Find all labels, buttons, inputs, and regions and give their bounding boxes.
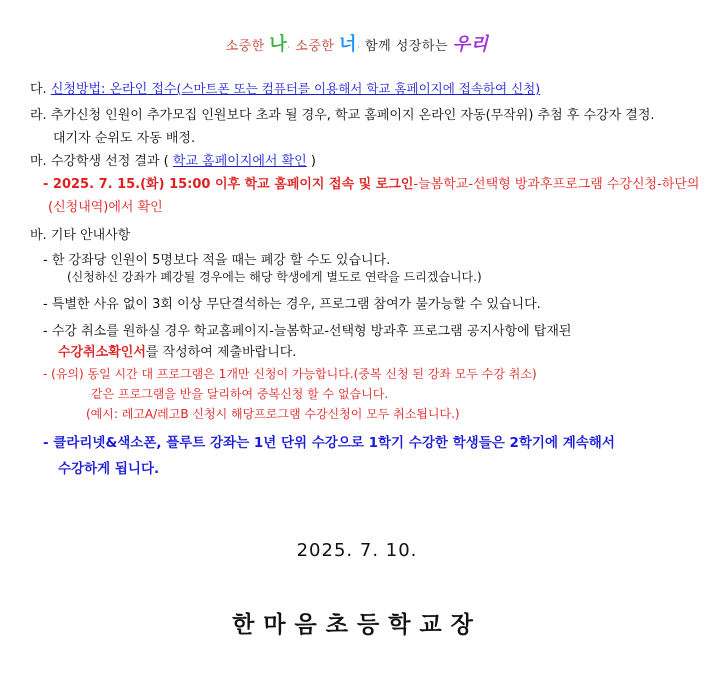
application-method-note: (스마트폰 또는 컴퓨터를 이용해서 학교 홈페이지에 접속하여 신청) bbox=[176, 81, 541, 96]
application-method-heading: 신청방법: 온라인 접수 bbox=[50, 82, 177, 97]
section-da bbox=[30, 78, 540, 97]
section-ma-label: 마. 수강학생 선정 결과 ( bbox=[30, 154, 173, 169]
notice-item-4-example: (예시: 레고A/레고B 신청시 해당프로그램 수강신청이 모두 취소됩니다.) bbox=[86, 407, 460, 421]
notice-item-1-detail: (신청하신 강좌가 폐강될 경우에는 해당 학생에게 별도로 연락을 드리겠습니다.) bbox=[67, 270, 482, 284]
principal-signature-line: 한마음초등학교장 bbox=[232, 612, 482, 638]
section-ba-heading: 바. 기타 안내사항 bbox=[30, 228, 131, 243]
notice-item-3-line2 bbox=[58, 341, 296, 360]
document-date: 2025. 7. 10. bbox=[296, 540, 418, 561]
slogan-text-1: 소중한 bbox=[225, 39, 265, 54]
section-ra-line2: 대기자 순위도 자동 배정. bbox=[53, 131, 196, 146]
slogan-text-2: 소중한 bbox=[295, 39, 335, 54]
slogan-glyph-na: 나 bbox=[269, 34, 288, 55]
notice-item-4-line2: 같은 프로그램을 반을 달리하여 중복신청 할 수 없습니다. bbox=[91, 387, 389, 401]
results-bullet bbox=[43, 173, 699, 192]
notice-item-5: - 클라리넷&색소폰, 플루트 강좌는 1년 단위 수강으로 1학기 수강한 학생들은 2학기에 계속해서 bbox=[43, 435, 615, 451]
slogan-glyph-neo: 너 bbox=[339, 34, 358, 55]
cancellation-form-name: 수강취소확인서 bbox=[58, 345, 146, 360]
results-path: -늘봄학교-선택형 방과후프로그램 수강신청-하단의 bbox=[413, 177, 700, 192]
section-ma bbox=[30, 150, 316, 169]
slogan-glyph-uri: 우리 bbox=[452, 34, 489, 55]
notice-item-5-line2: 수강하게 됩니다. bbox=[58, 461, 160, 477]
notice-item-2: - 특별한 사유 없이 3회 이상 무단결석하는 경우, 프로그램 참여가 불가능할 수 있습니다. bbox=[43, 297, 541, 312]
slogan-text-3: 함께 성장하는 bbox=[365, 39, 449, 54]
section-da-label: 다. bbox=[30, 82, 51, 97]
results-path-line2: (신청내역)에서 확인 bbox=[48, 200, 163, 215]
notice-item-3: - 수강 취소를 원하실 경우 학교홈페이지-늘봄학교-선택형 방과후 프로그램 공지사항에 탑재된 bbox=[43, 324, 572, 339]
section-ra-line1: 라. 추가신청 인원이 추가모집 인원보다 초과 될 경우, 학교 홈페이지 온라인 자동(무작위) 추첨 후 수강자 결정. bbox=[30, 108, 655, 123]
section-ma-close: ) bbox=[306, 154, 316, 169]
notice-item-4: - (유의) 동일 시간 대 프로그램은 1개만 신청이 가능합니다.(중복 신청 된 강좌 모두 수강 취소) bbox=[43, 367, 537, 381]
notice-item-3-rest: 를 작성하여 제출바랍니다. bbox=[145, 345, 297, 360]
notice-item-1: - 한 강좌당 인원이 5명보다 적을 때는 폐강 할 수도 있습니다. bbox=[43, 253, 391, 268]
results-link-text: 학교 홈페이지에서 확인 bbox=[172, 154, 307, 169]
results-date-instruction: - 2025. 7. 15.(화) 15:00 이후 학교 홈페이지 접속 및 로그인 bbox=[43, 177, 414, 192]
school-slogan: 소중한 나· 소중한 너· 함께 성장하는 우리 bbox=[225, 34, 489, 55]
